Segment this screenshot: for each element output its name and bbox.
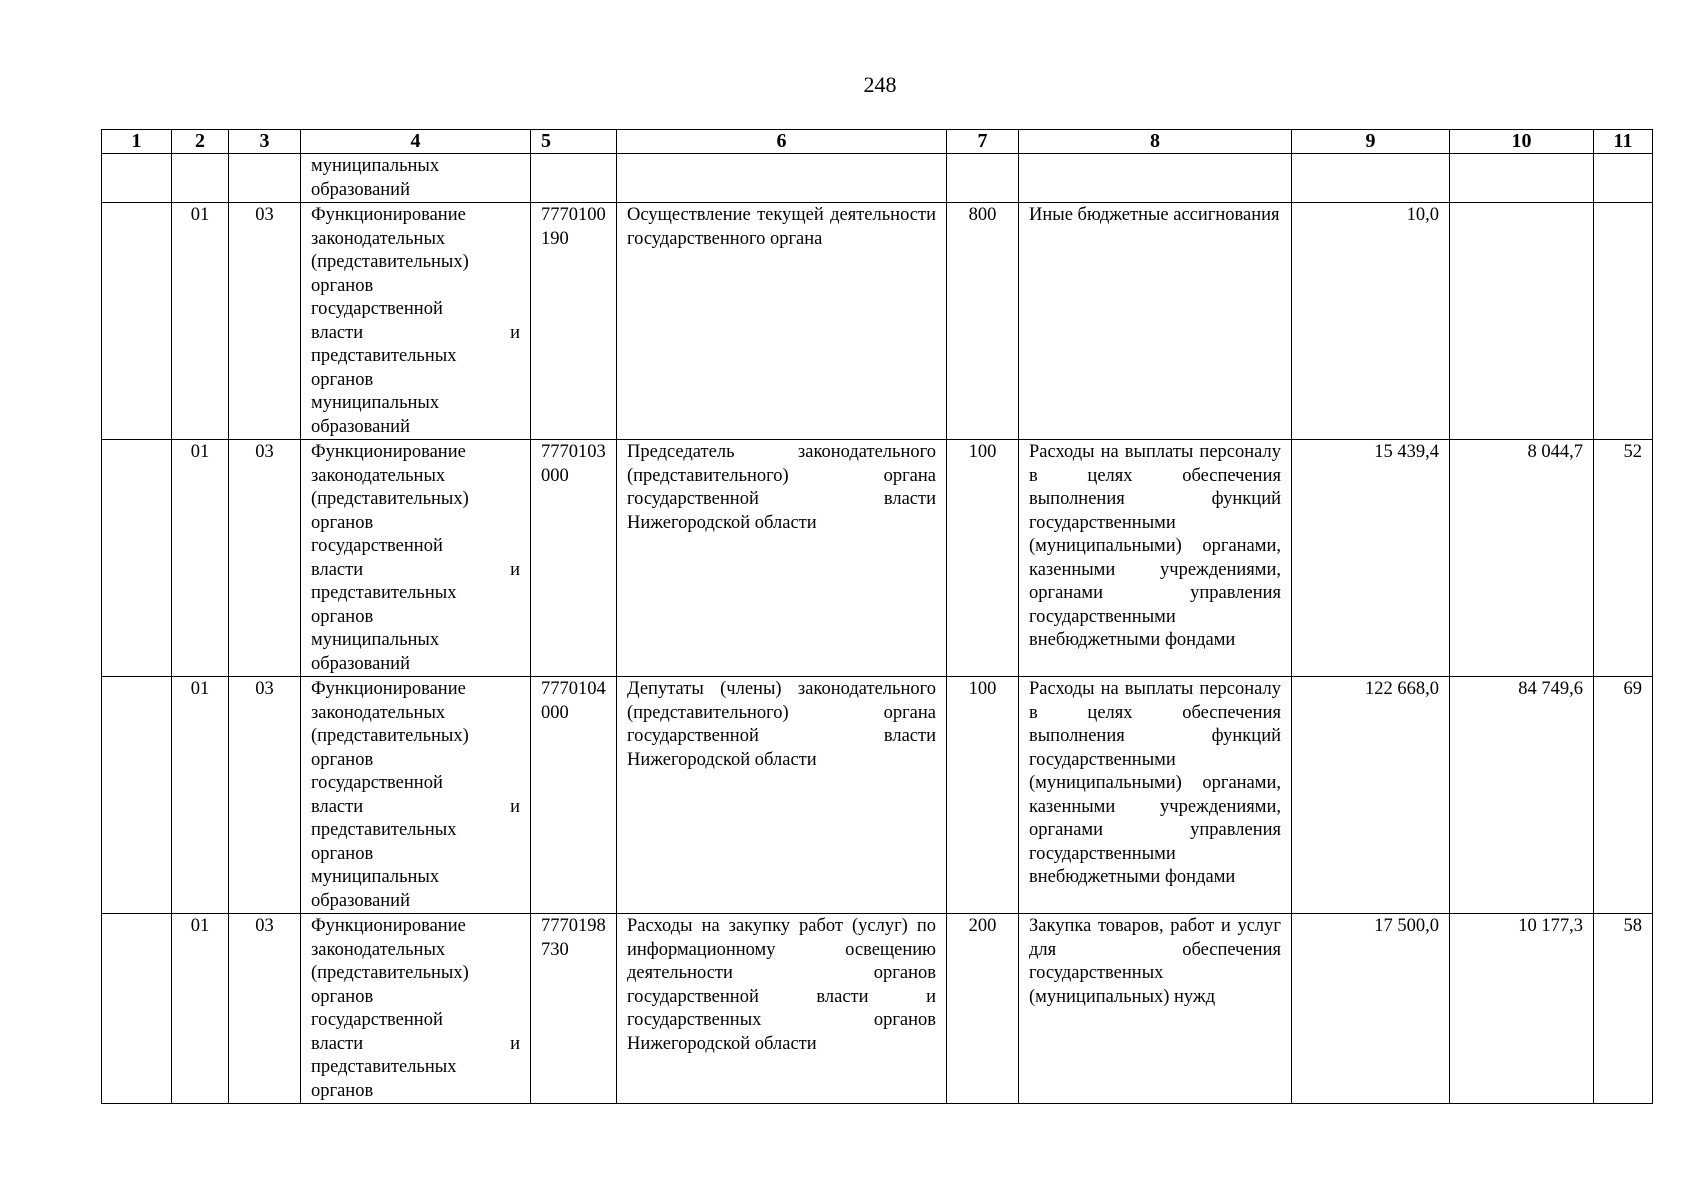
description-line: (представительных): [311, 489, 469, 509]
description-line: Функционирование: [311, 205, 466, 225]
description-line: органов: [311, 749, 374, 770]
table-row: [102, 203, 1653, 440]
header-col-7: 7: [947, 130, 1019, 154]
header-col-9: 9: [1292, 130, 1450, 154]
expense-type-name: Закупка товаров, работ и услуг для обеспечения государственных (муниципальных) нужд: [1019, 914, 1292, 1104]
header-col-11: 11: [1594, 130, 1653, 154]
section-description: [301, 914, 531, 1104]
description-line: Функционирование: [311, 679, 466, 699]
executed-amount: 10 177,3: [1450, 914, 1594, 1104]
table-row: [102, 440, 1653, 677]
description-word: власти: [311, 1033, 364, 1054]
description-line: государственной: [311, 1010, 443, 1030]
expense-type-name: Иные бюджетные ассигнования: [1019, 203, 1292, 440]
description-line: представительных: [311, 1057, 457, 1077]
section-code: 01: [172, 914, 229, 1104]
executed-amount: [1450, 203, 1594, 440]
section-description: [301, 203, 531, 440]
header-col-2: 2: [172, 130, 229, 154]
subsection-code: 03: [229, 440, 301, 677]
col1-cell: [102, 914, 172, 1104]
target-article-code: 7770198730: [531, 914, 617, 1104]
header-row: [102, 130, 1653, 154]
description-line: [311, 559, 520, 583]
col1-cell: [102, 203, 172, 440]
approved-amount: 122 668,0: [1292, 677, 1450, 914]
description-line: Функционирование: [311, 442, 466, 462]
description-word: власти: [311, 559, 364, 580]
continuation-line: образований: [311, 179, 410, 200]
description-line: [311, 1033, 520, 1057]
subsection-code: 03: [229, 677, 301, 914]
description-line: [311, 796, 520, 820]
expense-type-name: Расходы на выплаты персоналу в целях обеспечения выполнения функций государственными (муниципальными) органами, казенными учреждениями, органами управления государственными внебюджетными фондами: [1019, 677, 1292, 914]
header-col-4: 4: [301, 130, 531, 154]
description-line: образований: [311, 653, 410, 674]
description-line: муниципальных: [311, 393, 440, 413]
description-line: органов: [311, 1080, 374, 1101]
section-description: [301, 677, 531, 914]
continuation-line: муниципальных: [311, 156, 440, 176]
expense-type-name: Расходы на выплаты персоналу в целях обеспечения выполнения функций государственными (муниципальными) органами, казенными учреждениями, органами управления государственными внебюджетными фондами: [1019, 440, 1292, 677]
execution-percent: 52: [1594, 440, 1653, 677]
description-word: власти: [311, 796, 364, 817]
approved-amount: 17 500,0: [1292, 914, 1450, 1104]
execution-percent: 69: [1594, 677, 1653, 914]
header-col-5: 5: [531, 130, 617, 154]
description-line: образований: [311, 416, 410, 437]
description-line: [311, 322, 520, 346]
description-line: представительных: [311, 346, 457, 366]
header-col-1: 1: [102, 130, 172, 154]
description-line: государственной: [311, 536, 443, 556]
expense-type-code: 200: [947, 914, 1019, 1104]
subsection-code: 03: [229, 914, 301, 1104]
approved-amount: 10,0: [1292, 203, 1450, 440]
execution-percent: [1594, 203, 1653, 440]
expense-description: Осуществление текущей деятельности государственного органа: [617, 203, 947, 440]
col1-cell: [102, 440, 172, 677]
expense-description: Расходы на закупку работ (услуг) по информационному освещению деятельности органов государственной власти и государственных органов Нижегородской области: [617, 914, 947, 1104]
header-col-3: 3: [229, 130, 301, 154]
description-line: законодательных: [311, 465, 446, 486]
table-row: [102, 914, 1653, 1104]
continuation-row: [102, 154, 1653, 203]
executed-amount: 8 044,7: [1450, 440, 1594, 677]
description-line: муниципальных: [311, 630, 440, 650]
header-col-10: 10: [1450, 130, 1594, 154]
header-col-6: 6: [617, 130, 947, 154]
target-article-code: 7770104000: [531, 677, 617, 914]
description-line: законодательных: [311, 228, 446, 249]
description-line: государственной: [311, 773, 443, 793]
description-line: государственной: [311, 299, 443, 319]
description-word: власти: [311, 322, 364, 343]
description-line: муниципальных: [311, 867, 440, 887]
expense-type-code: 100: [947, 440, 1019, 677]
continuation-description: [301, 154, 531, 203]
description-word: и: [510, 559, 520, 580]
description-line: образований: [311, 890, 410, 911]
target-article-code: 7770103000: [531, 440, 617, 677]
page-number: 248: [863, 72, 897, 97]
description-line: законодательных: [311, 702, 446, 723]
description-line: (представительных): [311, 726, 469, 746]
description-line: органов: [311, 275, 374, 296]
section-code: 01: [172, 677, 229, 914]
executed-amount: 84 749,6: [1450, 677, 1594, 914]
table-row: [102, 677, 1653, 914]
execution-percent: 58: [1594, 914, 1653, 1104]
approved-amount: 15 439,4: [1292, 440, 1450, 677]
target-article-code: 7770100190: [531, 203, 617, 440]
header-col-8: 8: [1019, 130, 1292, 154]
description-word: и: [510, 1033, 520, 1054]
subsection-code: 03: [229, 203, 301, 440]
section-description: [301, 440, 531, 677]
section-code: 01: [172, 203, 229, 440]
expense-type-code: 100: [947, 677, 1019, 914]
description-line: органов: [311, 843, 374, 864]
description-line: Функционирование: [311, 916, 466, 936]
description-word: и: [510, 796, 520, 817]
description-line: органов: [311, 606, 374, 627]
col1-cell: [102, 677, 172, 914]
budget-table: [101, 129, 1653, 1104]
description-line: представительных: [311, 820, 457, 840]
expense-description: Депутаты (члены) законодательного (представительного) органа государственной власти Нижегородской области: [617, 677, 947, 914]
description-line: (представительных): [311, 963, 469, 983]
description-line: (представительных): [311, 252, 469, 272]
expense-description: Председатель законодательного (представительного) органа государственной власти Нижегородской области: [617, 440, 947, 677]
description-word: и: [510, 322, 520, 343]
description-line: законодательных: [311, 939, 446, 960]
description-line: органов: [311, 512, 374, 533]
description-line: органов: [311, 369, 374, 390]
description-line: представительных: [311, 583, 457, 603]
section-code: 01: [172, 440, 229, 677]
expense-type-code: 800: [947, 203, 1019, 440]
description-line: органов: [311, 986, 374, 1007]
